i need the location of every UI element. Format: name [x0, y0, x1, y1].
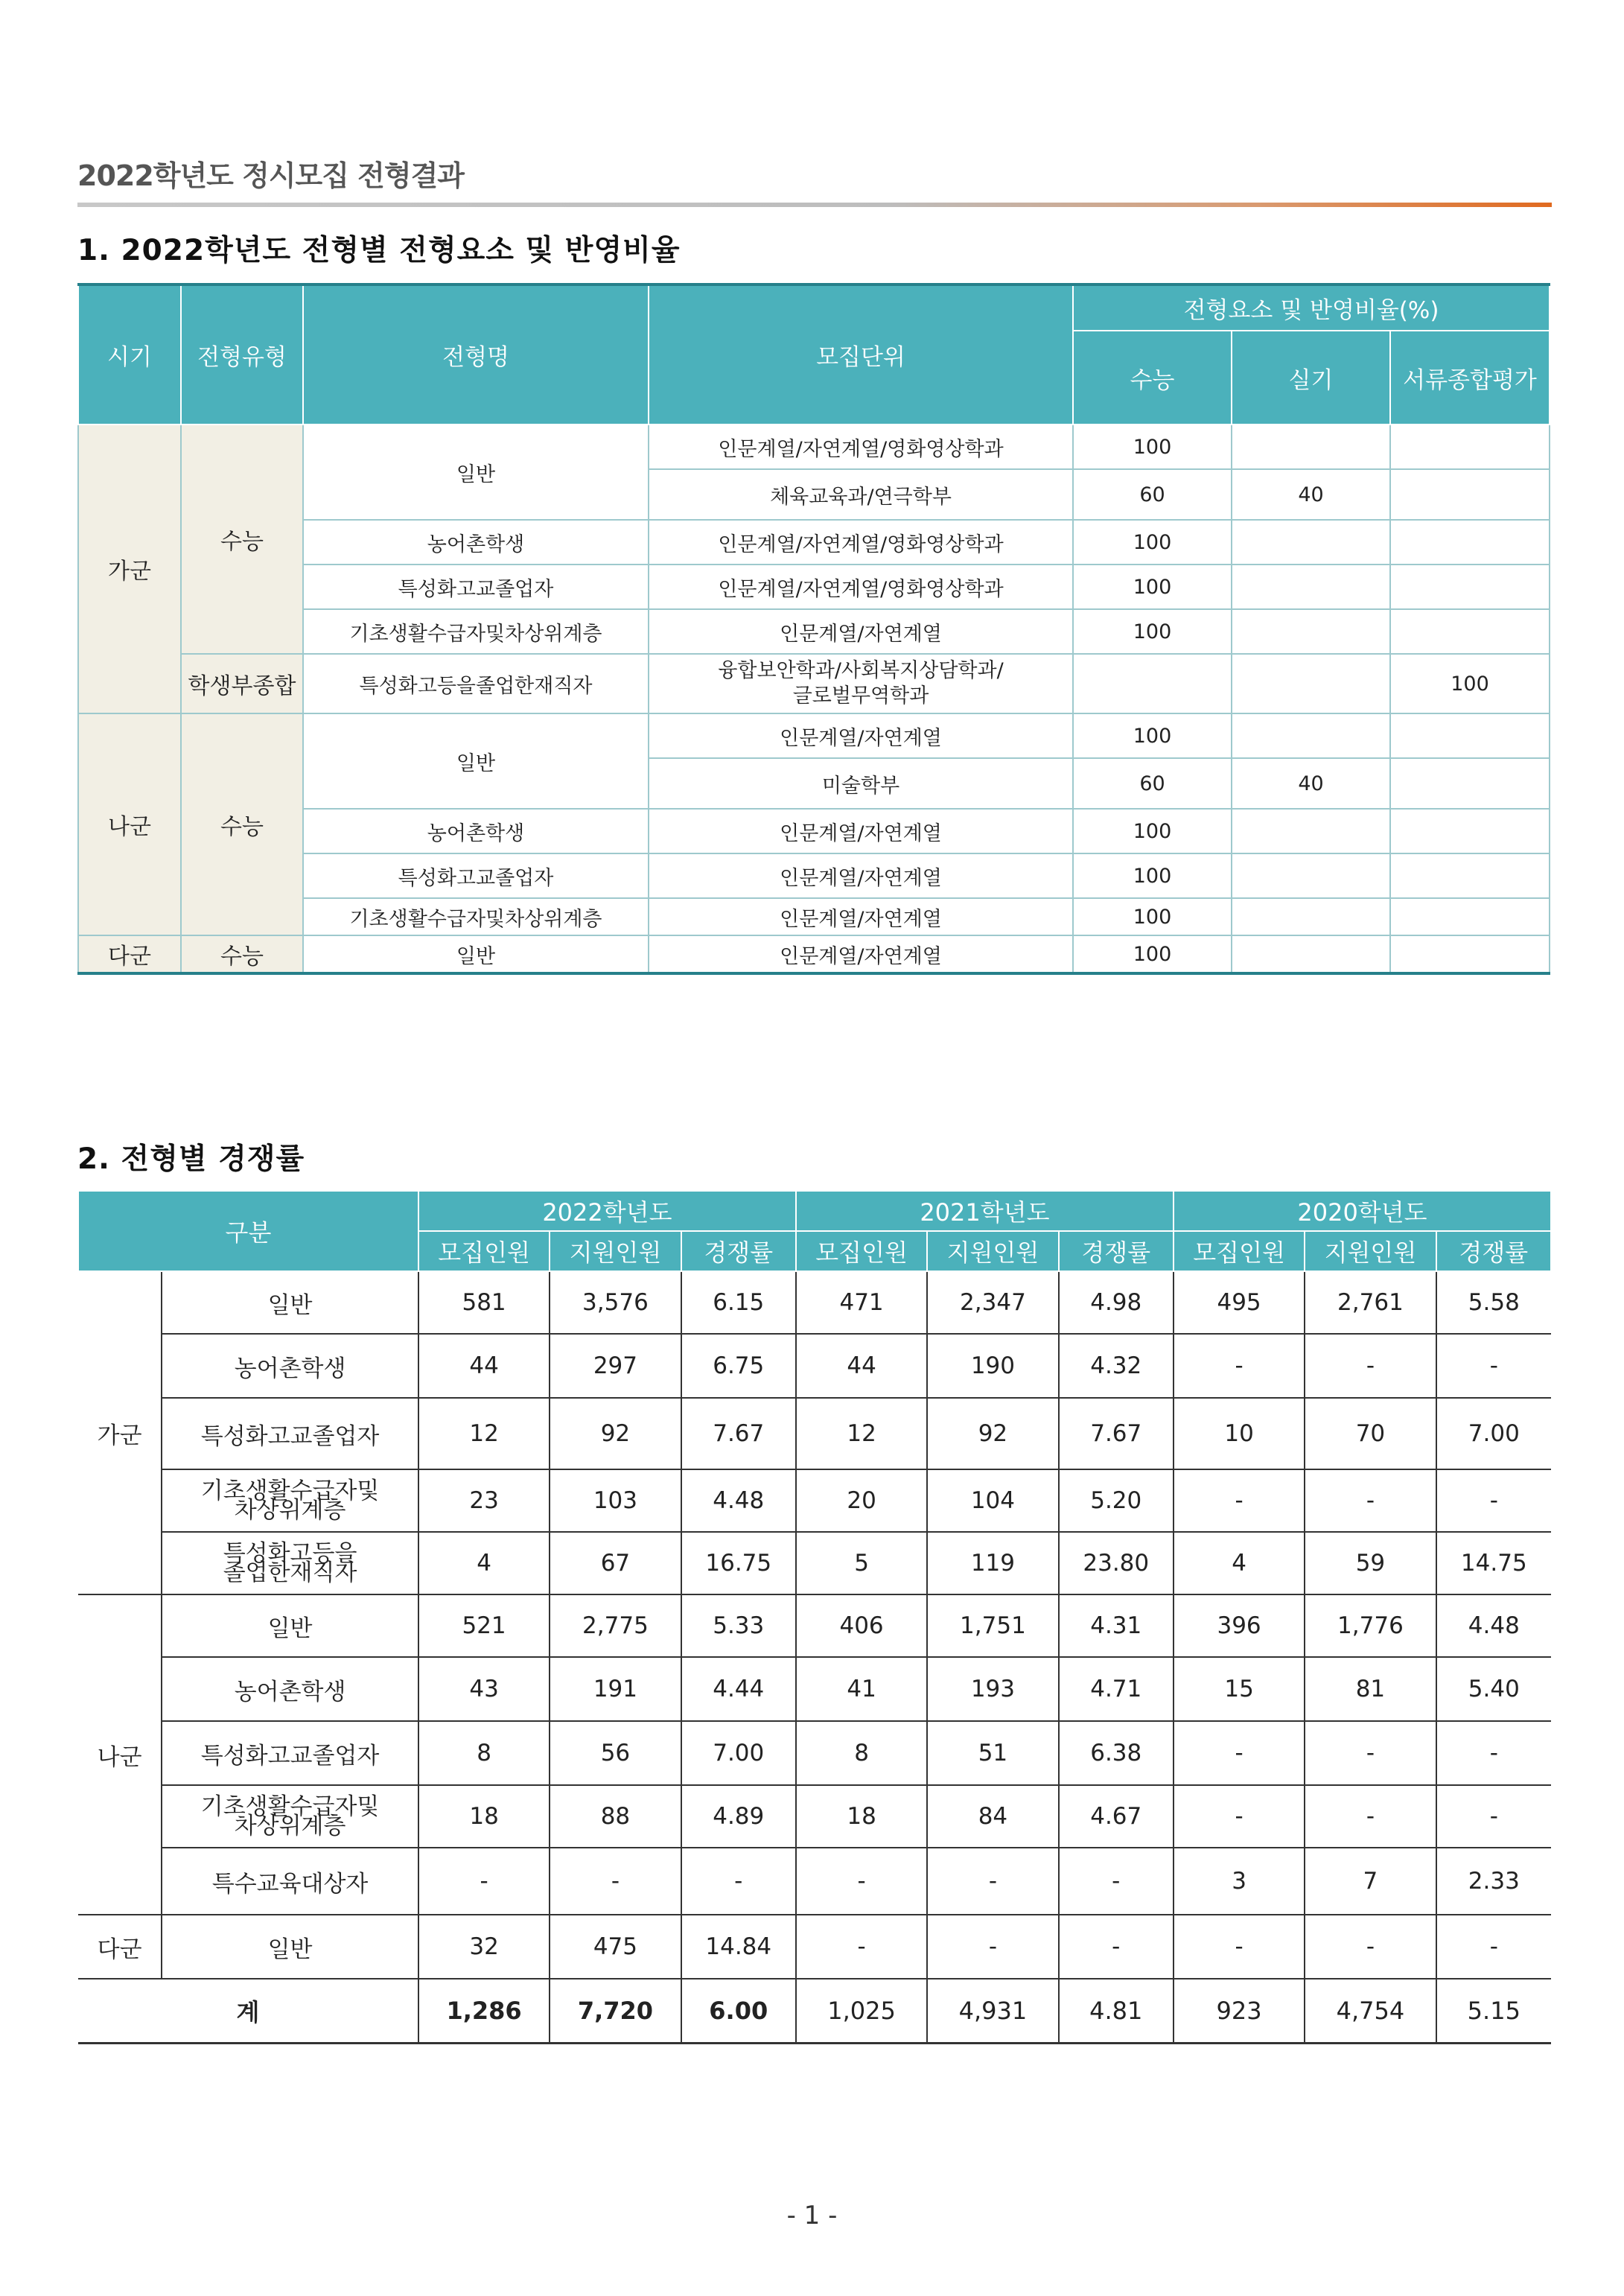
unit-cell: 인문계열/자연계열 — [649, 609, 1073, 654]
value-cell: - — [1436, 1469, 1551, 1532]
header-quota: 모집인원 — [418, 1231, 550, 1271]
value-cell: 191 — [550, 1657, 681, 1721]
table-row — [78, 1398, 1551, 1469]
title-divider — [77, 200, 1552, 210]
unit-cell: 인문계열/자연계열 — [649, 898, 1073, 935]
table-row — [78, 1469, 1551, 1532]
table-row — [78, 1334, 1551, 1398]
value-cell: 297 — [550, 1334, 681, 1398]
table-row — [78, 1915, 1551, 1979]
value-cell: 4.89 — [681, 1785, 796, 1848]
table-row — [78, 1657, 1551, 1721]
value-cell: - — [1305, 1334, 1436, 1398]
unit-cell: 체육교육과/연극학부 — [649, 469, 1073, 520]
type-cell: 수능 — [181, 424, 303, 654]
value-cell: 70 — [1305, 1398, 1436, 1469]
value-cell: 1,751 — [927, 1594, 1058, 1657]
value-cell: 81 — [1305, 1657, 1436, 1721]
header-unit: 모집단위 — [649, 284, 1073, 424]
value-cell: 92 — [550, 1398, 681, 1469]
table-row — [78, 1785, 1551, 1848]
value-cell: 104 — [927, 1469, 1058, 1532]
name-cell: 일반 — [303, 424, 649, 520]
header-type: 전형유형 — [181, 284, 303, 424]
header-practical: 실기 — [1232, 331, 1390, 424]
unit-cell: 인문계열/자연계열 — [649, 853, 1073, 898]
value-cell: 10 — [1174, 1398, 1305, 1469]
row-label: 특성화고교졸업자 — [162, 1398, 418, 1469]
header-applicants: 지원인원 — [1305, 1231, 1436, 1271]
ratio-cell: 40 — [1232, 758, 1390, 809]
value-cell: 3,576 — [550, 1271, 681, 1334]
value-cell: 193 — [927, 1657, 1058, 1721]
ratio-cell — [1232, 713, 1390, 758]
table-row — [78, 1848, 1551, 1915]
ratio-cell — [1232, 654, 1390, 713]
value-cell: 5 — [796, 1532, 927, 1594]
value-cell: 41 — [796, 1657, 927, 1721]
ratio-cell — [1390, 520, 1550, 565]
ratio-cell — [1232, 565, 1390, 609]
ratio-cell: 100 — [1073, 609, 1232, 654]
value-cell: - — [1174, 1785, 1305, 1848]
unit-cell: 인문계열/자연계열 — [649, 713, 1073, 758]
header-quota: 모집인원 — [1174, 1231, 1305, 1271]
row-label — [162, 1469, 418, 1532]
ratio-cell — [1390, 935, 1550, 973]
period-cell: 다군 — [78, 935, 181, 973]
row-label: 농어촌학생 — [162, 1334, 418, 1398]
value-cell: 51 — [927, 1721, 1058, 1785]
value-cell: - — [1305, 1915, 1436, 1979]
period-cell: 가군 — [78, 424, 181, 713]
value-cell: 3 — [1174, 1848, 1305, 1915]
group-cell: 다군 — [78, 1915, 162, 1979]
value-cell: 4.67 — [1059, 1785, 1174, 1848]
value-cell: 18 — [796, 1785, 927, 1848]
ratio-cell — [1390, 424, 1550, 469]
value-cell: - — [927, 1848, 1058, 1915]
header-ratio: 경쟁률 — [1436, 1231, 1551, 1271]
value-cell: 4.32 — [1059, 1334, 1174, 1398]
unit-cell: 인문계열/자연계열 — [649, 809, 1073, 853]
name-cell: 특성화고등을졸업한재직자 — [303, 654, 649, 713]
value-cell: 56 — [550, 1721, 681, 1785]
row-label — [162, 1532, 418, 1594]
header-applicants: 지원인원 — [550, 1231, 681, 1271]
value-cell: 6.38 — [1059, 1721, 1174, 1785]
value-cell: 2,761 — [1305, 1271, 1436, 1334]
table-row — [78, 1594, 1551, 1657]
value-cell: 6.75 — [681, 1334, 796, 1398]
header-year-2021: 2021학년도 — [796, 1191, 1174, 1231]
section2-title: 2. 전형별 경쟁률 — [77, 1142, 305, 1176]
value-cell: 5.20 — [1059, 1469, 1174, 1532]
value-cell: 4.71 — [1059, 1657, 1174, 1721]
value-cell: 5.40 — [1436, 1657, 1551, 1721]
value-cell: 88 — [550, 1785, 681, 1848]
header-suneung: 수능 — [1073, 331, 1232, 424]
value-cell: - — [1305, 1469, 1436, 1532]
table-row — [78, 1532, 1551, 1594]
value-cell: 581 — [418, 1271, 550, 1334]
value-cell: 4.31 — [1059, 1594, 1174, 1657]
total-value-cell: 4.81 — [1059, 1979, 1174, 2043]
ratio-cell — [1390, 713, 1550, 758]
ratio-cell — [1390, 609, 1550, 654]
value-cell: 4 — [1174, 1532, 1305, 1594]
value-cell: 32 — [418, 1915, 550, 1979]
value-cell: 4.98 — [1059, 1271, 1174, 1334]
row-label-line: 기초생활수급자및 — [200, 1478, 380, 1504]
value-cell: 406 — [796, 1594, 927, 1657]
ratio-cell: 100 — [1073, 809, 1232, 853]
value-cell: 44 — [796, 1334, 927, 1398]
ratio-cell: 100 — [1073, 565, 1232, 609]
value-cell: 20 — [796, 1469, 927, 1532]
value-cell: 396 — [1174, 1594, 1305, 1657]
value-cell: 23 — [418, 1469, 550, 1532]
value-cell: - — [1436, 1785, 1551, 1848]
value-cell: 190 — [927, 1334, 1058, 1398]
ratio-cell — [1390, 853, 1550, 898]
group-cell: 나군 — [78, 1594, 162, 1915]
table-row — [78, 713, 1550, 758]
value-cell: - — [1436, 1721, 1551, 1785]
header-name: 전형명 — [303, 284, 649, 424]
value-cell: - — [1436, 1915, 1551, 1979]
value-cell: 103 — [550, 1469, 681, 1532]
group-cell: 가군 — [78, 1271, 162, 1594]
total-value-cell: 7,720 — [550, 1979, 681, 2043]
ratio-cell: 100 — [1390, 654, 1550, 713]
row-label: 특성화고교졸업자 — [162, 1721, 418, 1785]
unit-cell: 인문계열/자연계열 — [649, 935, 1073, 973]
unit-cell — [649, 654, 1073, 713]
ratio-cell — [1390, 565, 1550, 609]
value-cell: 23.80 — [1059, 1532, 1174, 1594]
row-label: 특수교육대상자 — [162, 1848, 418, 1915]
header-ratio: 경쟁률 — [1059, 1231, 1174, 1271]
name-cell: 일반 — [303, 713, 649, 809]
header-ratio-group: 전형요소 및 반영비율(%) — [1073, 284, 1550, 331]
value-cell: - — [1305, 1785, 1436, 1848]
ratio-cell — [1232, 520, 1390, 565]
competition-rate-table — [77, 1190, 1552, 2044]
value-cell: 4.48 — [1436, 1594, 1551, 1657]
unit-cell: 인문계열/자연계열/영화영상학과 — [649, 520, 1073, 565]
value-cell: 4 — [418, 1532, 550, 1594]
row-label — [162, 1785, 418, 1848]
value-cell: 8 — [418, 1721, 550, 1785]
unit-cell: 미술학부 — [649, 758, 1073, 809]
row-label-line: 기초생활수급자및 — [200, 1793, 380, 1820]
value-cell: - — [1059, 1915, 1174, 1979]
row-label: 농어촌학생 — [162, 1657, 418, 1721]
value-cell: 521 — [418, 1594, 550, 1657]
value-cell: 2,347 — [927, 1271, 1058, 1334]
value-cell: - — [1174, 1915, 1305, 1979]
value-cell: 67 — [550, 1532, 681, 1594]
value-cell: 43 — [418, 1657, 550, 1721]
value-cell: 7.67 — [681, 1398, 796, 1469]
unit-cell: 인문계열/자연계열/영화영상학과 — [649, 565, 1073, 609]
value-cell: - — [1059, 1848, 1174, 1915]
header-applicants: 지원인원 — [927, 1231, 1058, 1271]
table-row — [78, 1721, 1551, 1785]
value-cell: - — [796, 1848, 927, 1915]
ratio-cell — [1232, 424, 1390, 469]
value-cell: 12 — [418, 1398, 550, 1469]
ratio-cell: 60 — [1073, 758, 1232, 809]
name-cell: 일반 — [303, 935, 649, 973]
value-cell: 7.00 — [681, 1721, 796, 1785]
value-cell: - — [1305, 1721, 1436, 1785]
value-cell: - — [418, 1848, 550, 1915]
header-category: 구분 — [78, 1191, 418, 1271]
ratio-cell — [1073, 654, 1232, 713]
row-label-line: 졸업한재직자 — [223, 1559, 357, 1586]
ratio-cell: 60 — [1073, 469, 1232, 520]
ratio-cell — [1390, 898, 1550, 935]
row-label-line: 차상위계층 — [234, 1813, 346, 1839]
header-ratio: 경쟁률 — [681, 1231, 796, 1271]
header-document: 서류종합평가 — [1390, 331, 1550, 424]
table-row — [78, 654, 1550, 713]
name-cell: 특성화고교졸업자 — [303, 565, 649, 609]
value-cell: - — [796, 1915, 927, 1979]
value-cell: 14.84 — [681, 1915, 796, 1979]
value-cell: 471 — [796, 1271, 927, 1334]
value-cell: 7 — [1305, 1848, 1436, 1915]
ratio-cell — [1390, 758, 1550, 809]
ratio-cell: 100 — [1073, 713, 1232, 758]
value-cell: 84 — [927, 1785, 1058, 1848]
name-cell: 농어촌학생 — [303, 520, 649, 565]
row-label-line: 차상위계층 — [234, 1497, 346, 1524]
value-cell: 7.00 — [1436, 1398, 1551, 1469]
ratio-cell: 100 — [1073, 853, 1232, 898]
value-cell: - — [681, 1848, 796, 1915]
type-cell: 수능 — [181, 713, 303, 935]
value-cell: 15 — [1174, 1657, 1305, 1721]
name-cell: 기초생활수급자및차상위계층 — [303, 898, 649, 935]
value-cell: 92 — [927, 1398, 1058, 1469]
ratio-cell: 100 — [1073, 898, 1232, 935]
unit-cell: 인문계열/자연계열/영화영상학과 — [649, 424, 1073, 469]
value-cell: 475 — [550, 1915, 681, 1979]
value-cell: - — [1174, 1721, 1305, 1785]
header-year-2022: 2022학년도 — [418, 1191, 796, 1231]
table-row — [78, 935, 1550, 973]
value-cell: 119 — [927, 1532, 1058, 1594]
ratio-cell: 40 — [1232, 469, 1390, 520]
row-label: 일반 — [162, 1594, 418, 1657]
value-cell: 5.33 — [681, 1594, 796, 1657]
ratio-cell — [1390, 809, 1550, 853]
admission-elements-table — [77, 283, 1550, 975]
page-number: - 1 - — [786, 2201, 838, 2230]
header-quota: 모집인원 — [796, 1231, 927, 1271]
value-cell: 44 — [418, 1334, 550, 1398]
unit-line: 글로벌무역학과 — [792, 684, 929, 707]
total-value-cell: 4,931 — [927, 1979, 1058, 2043]
total-label: 계 — [78, 1979, 418, 2043]
total-value-cell: 923 — [1174, 1979, 1305, 2043]
row-label: 일반 — [162, 1915, 418, 1979]
ratio-cell — [1232, 853, 1390, 898]
document-title: 2022학년도 정시모집 전형결과 — [77, 159, 465, 192]
total-value-cell: 1,025 — [796, 1979, 927, 2043]
ratio-cell: 100 — [1073, 935, 1232, 973]
ratio-cell — [1232, 898, 1390, 935]
value-cell: 14.75 — [1436, 1532, 1551, 1594]
value-cell: 495 — [1174, 1271, 1305, 1334]
value-cell: 2,775 — [550, 1594, 681, 1657]
type-cell: 수능 — [181, 935, 303, 973]
total-row — [78, 1979, 1551, 2043]
value-cell: - — [1174, 1469, 1305, 1532]
table-row — [78, 424, 1550, 469]
ratio-cell: 100 — [1073, 424, 1232, 469]
value-cell: 4.48 — [681, 1469, 796, 1532]
type-cell: 학생부종합 — [181, 654, 303, 713]
total-value-cell: 1,286 — [418, 1979, 550, 2043]
value-cell: - — [927, 1915, 1058, 1979]
value-cell: - — [1436, 1334, 1551, 1398]
header-period: 시기 — [78, 284, 181, 424]
value-cell: 1,776 — [1305, 1594, 1436, 1657]
value-cell: 4.44 — [681, 1657, 796, 1721]
value-cell: 8 — [796, 1721, 927, 1785]
header-year-2020: 2020학년도 — [1174, 1191, 1551, 1231]
value-cell: 59 — [1305, 1532, 1436, 1594]
total-value-cell: 4,754 — [1305, 1979, 1436, 2043]
value-cell: - — [1174, 1334, 1305, 1398]
section1-title: 1. 2022학년도 전형별 전형요소 및 반영비율 — [77, 234, 681, 267]
row-label: 일반 — [162, 1271, 418, 1334]
ratio-cell — [1232, 935, 1390, 973]
total-value-cell: 6.00 — [681, 1979, 796, 2043]
total-value-cell: 5.15 — [1436, 1979, 1551, 2043]
value-cell: 16.75 — [681, 1532, 796, 1594]
unit-line: 융합보안학과/사회복지상담학과/ — [718, 659, 1004, 682]
name-cell: 기초생활수급자및차상위계층 — [303, 609, 649, 654]
ratio-cell: 100 — [1073, 520, 1232, 565]
name-cell: 특성화고교졸업자 — [303, 853, 649, 898]
value-cell: 12 — [796, 1398, 927, 1469]
name-cell: 농어촌학생 — [303, 809, 649, 853]
value-cell: 18 — [418, 1785, 550, 1848]
table-row — [78, 1271, 1551, 1334]
row-label-line: 특성화고등을 — [223, 1540, 357, 1567]
value-cell: 2.33 — [1436, 1848, 1551, 1915]
ratio-cell — [1390, 469, 1550, 520]
period-cell: 나군 — [78, 713, 181, 935]
ratio-cell — [1232, 609, 1390, 654]
ratio-cell — [1232, 809, 1390, 853]
value-cell: 6.15 — [681, 1271, 796, 1334]
value-cell: 5.58 — [1436, 1271, 1551, 1334]
value-cell: 7.67 — [1059, 1398, 1174, 1469]
value-cell: - — [550, 1848, 681, 1915]
